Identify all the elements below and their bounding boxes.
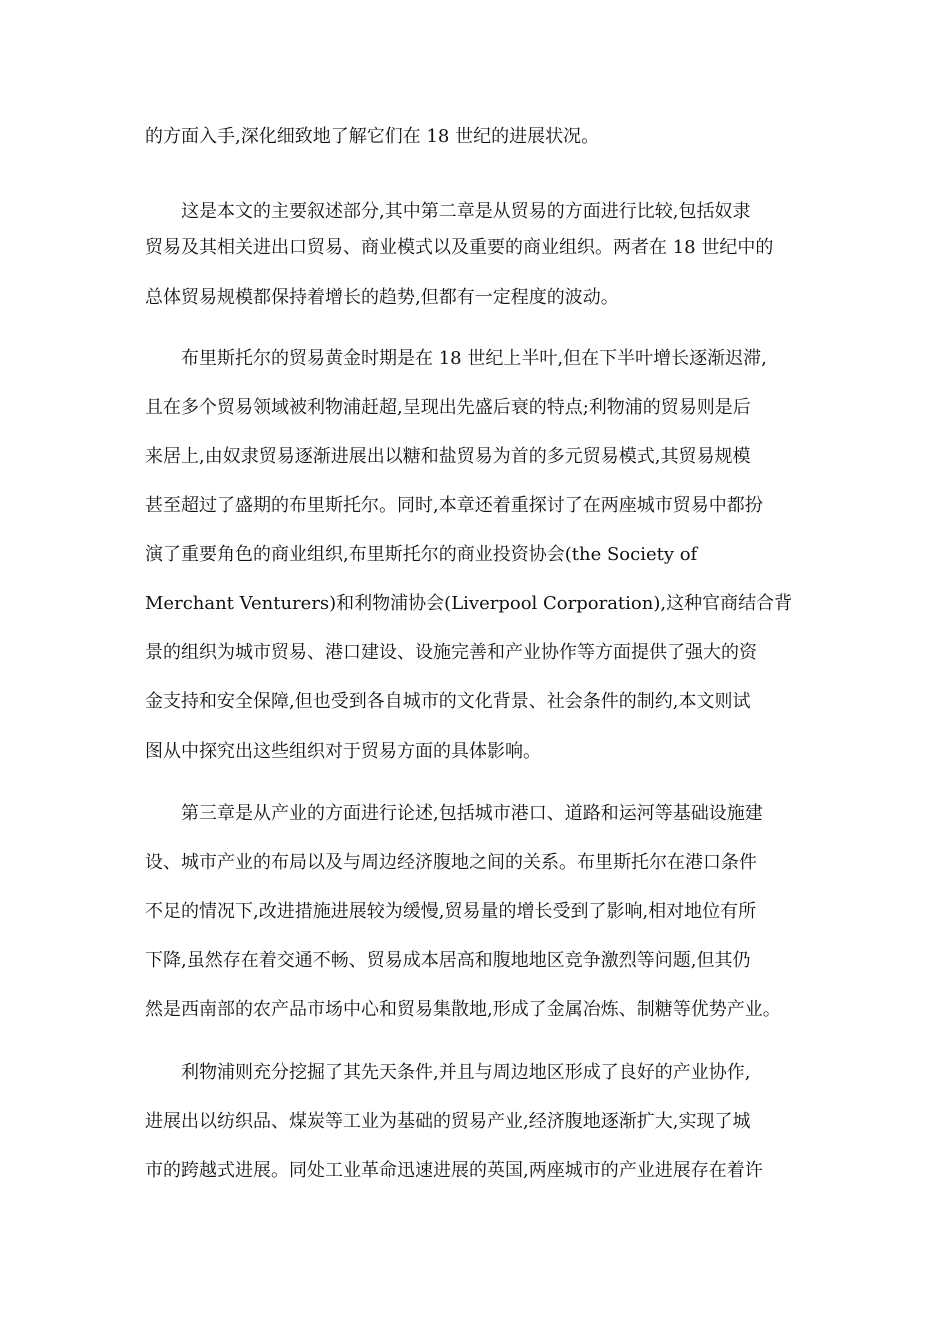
- text-line: 金支持和安全保障,但也受到各自城市的文化背景、社会条件的制约,本文则试: [145, 691, 751, 712]
- text-line: 布里斯托尔的贸易黄金时期是在 18 世纪上半叶,但在下半叶增长逐渐迟滞,: [181, 348, 767, 369]
- text-line: 这是本文的主要叙述部分,其中第二章是从贸易的方面进行比较,包括奴隶: [181, 201, 751, 222]
- text-line: 景的组织为城市贸易、港口建设、设施完善和产业协作等方面提供了强大的资: [145, 642, 757, 663]
- text-line: 贸易及其相关进出口贸易、商业模式以及重要的商业组织。两者在 18 世纪中的: [145, 237, 774, 258]
- text-line: 进展出以纺织品、煤炭等工业为基础的贸易产业,经济腹地逐渐扩大,实现了城: [145, 1111, 751, 1132]
- text-line: 且在多个贸易领域被利物浦赶超,呈现出先盛后衰的特点;利物浦的贸易则是后: [145, 397, 751, 418]
- text-line: 演了重要角色的商业组织,布里斯托尔的商业投资协会(the Society of: [145, 544, 698, 565]
- text-line: 图从中探究出这些组织对于贸易方面的具体影响。: [145, 741, 541, 762]
- text-line: 甚至超过了盛期的布里斯托尔。同时,本章还着重探讨了在两座城市贸易中都扮: [145, 495, 763, 516]
- text-line: 利物浦则充分挖掘了其先天条件,并且与周边地区形成了良好的产业协作,: [181, 1062, 751, 1083]
- text-line: 来居上,由奴隶贸易逐渐进展出以糖和盐贸易为首的多元贸易模式,其贸易规模: [145, 446, 751, 467]
- text-line: 第三章是从产业的方面进行论述,包括城市港口、道路和运河等基础设施建: [181, 803, 763, 824]
- text-line: 不足的情况下,改进措施进展较为缓慢,贸易量的增长受到了影响,相对地位有所: [145, 901, 757, 922]
- text-line: 总体贸易规模都保持着增长的趋势,但都有一定程度的波动。: [145, 287, 619, 308]
- text-line: 的方面入手,深化细致地了解它们在 18 世纪的进展状况。: [145, 126, 600, 147]
- text-line: 下降,虽然存在着交通不畅、贸易成本居高和腹地地区竞争激烈等问题,但其仍: [145, 950, 751, 971]
- text-line: 然是西南部的农产品市场中心和贸易集散地,形成了金属冶炼、制糖等优势产业。: [145, 999, 781, 1020]
- text-line: 市的跨越式进展。同处工业革命迅速进展的英国,两座城市的产业进展存在着许: [145, 1160, 763, 1181]
- text-line: 设、城市产业的布局以及与周边经济腹地之间的关系。布里斯托尔在港口条件: [145, 852, 757, 873]
- text-line: Merchant Venturers)和利物浦协会(Liverpool Corporation),这种官商结合背: [145, 593, 793, 614]
